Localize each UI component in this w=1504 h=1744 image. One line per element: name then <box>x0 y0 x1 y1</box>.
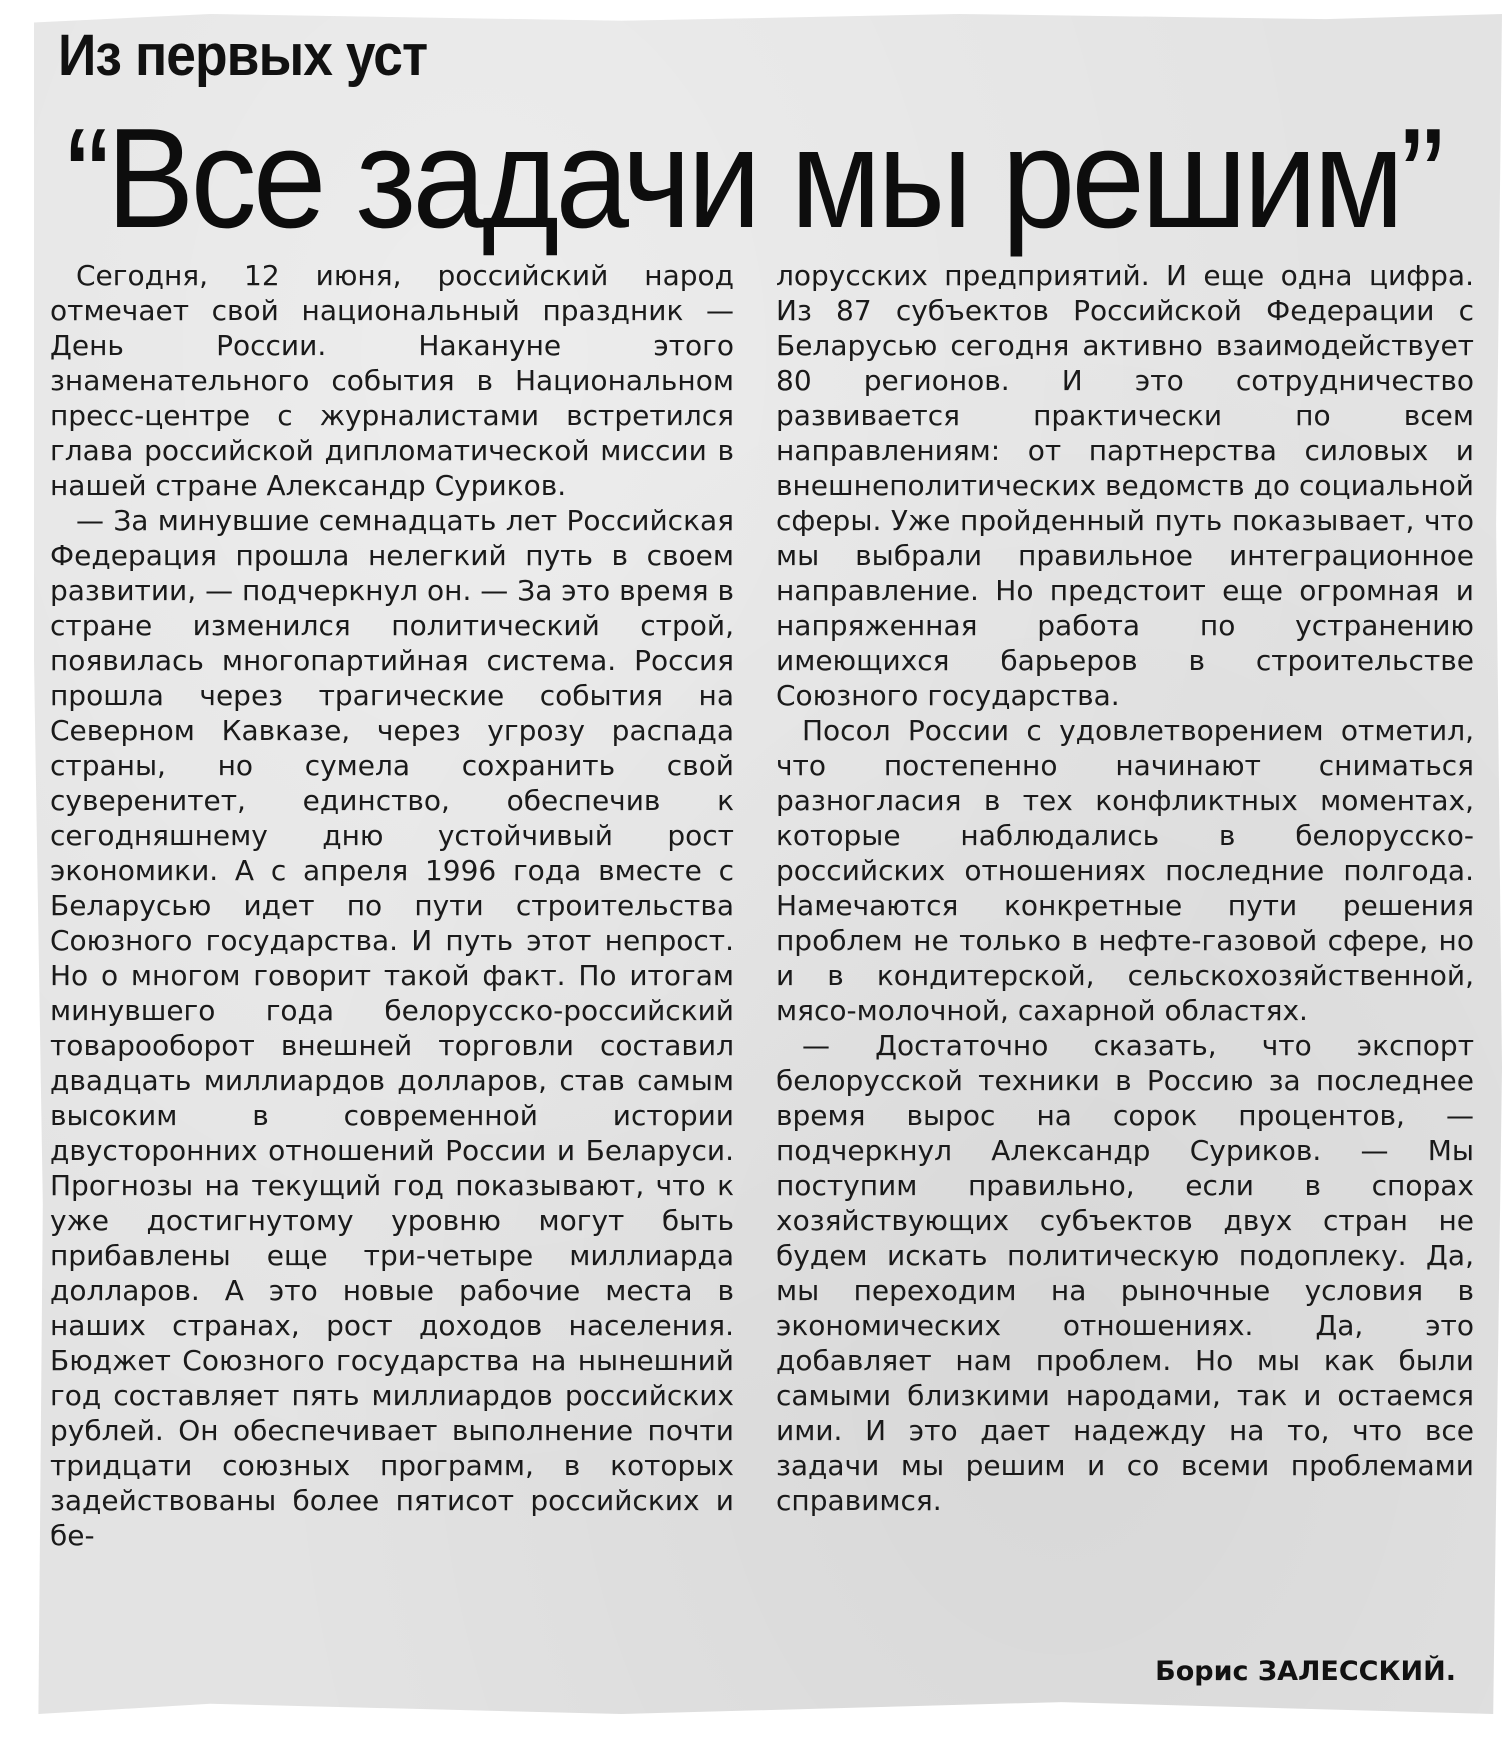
paragraph: — За минувшие семнадцать лет Российская Федерация прошла нелегкий путь в своем развитии, — подчеркнул он. — За это время в стране изменился политический строй, появилась многопартийная система. Россия прошла через трагические события на Северном Кавказе, через угрозу распада страны, но сумела сохранить свой суверенитет, единство, обеспечив к сегодняшнему дню устойчивый рост экономики. А с апреля 1996 года вместе с Беларусью идет по пути строительства Союзного государства. И путь этот непрост. Но о многом говорит такой факт. По итогам минувшего года белорусско-российский товарооборот внешней торговли составил двадцать миллиардов долларов, став самым высоким в современной истории двусторонних отношений России и Беларуси. Прогнозы на текущий год показывают, что к уже достигнутому уровню могут быть прибавлены еще три-четыре миллиарда долларов. А это новые рабочие места в наших странах, рост доходов населения. Бюджет Союзного государства на нынешний год составляет пять миллиардов российских рублей. Он обеспечивает выполнение почти тридцати союзных программ, в которых задействованы более пятисот российских и бе- <box>50 504 734 1552</box>
author-signature: Борис ЗАЛЕССКИЙ. <box>1155 1656 1456 1687</box>
article-column-left <box>50 258 734 1553</box>
paragraph: Сегодня, 12 июня, российский народ отмечает свой национальный праздник — День России. Накануне этого знаменательного события в Национальном пресс-центре с журналистами встретился глава российской дипломатической миссии в нашей стране Александр Суриков. <box>50 259 734 502</box>
paragraph: Посол России с удовлетворением отметил, что постепенно начинают сниматься разногласия в тех конфликтных моментах, которые наблюдались в белорусско-российских отношениях последние полгода. Намечаются конкретные пути решения проблем не только в нефте-газовой сфере, но и в кондитерской, сельскохозяйственной, мясо-молочной, сахарной областях. <box>776 714 1474 1027</box>
rubric-title: Из первых уст <box>58 23 428 88</box>
paragraph: — Достаточно сказать, что экспорт белорусской техники в Россию за последнее время вырос на сорок процентов, — подчеркнул Александр Суриков. — Мы поступим правильно, если в спорах хозяйствующих субъектов двух стран не будем искать политическую подоплеку. Да, мы переходим на рыночные условия в экономических отношениях. Да, это добавляет нам проблем. Но мы как были самыми близкими народами, так и остаемся ими. И это дает надежду на то, что все задачи мы решим и со всеми проблемами справимся. <box>776 1029 1474 1517</box>
article-headline: “Все задачи мы решим” <box>66 99 1441 258</box>
article-column-right <box>776 258 1474 1518</box>
paragraph: лорусских предприятий. И еще одна цифра. Из 87 субъектов Российской Федерации с Беларусью сегодня активно взаимодействует 80 регионов. И это сотрудничество развивается практически по всем направлениям: от партнерства силовых и внешнеполитических ведомств до социальной сферы. Уже пройденный путь показывает, что мы выбрали правильное интеграционное направление. Но предстоит еще огромная и напряженная работа по устранению имеющихся барьеров в строительстве Союзного государства. <box>776 259 1474 712</box>
